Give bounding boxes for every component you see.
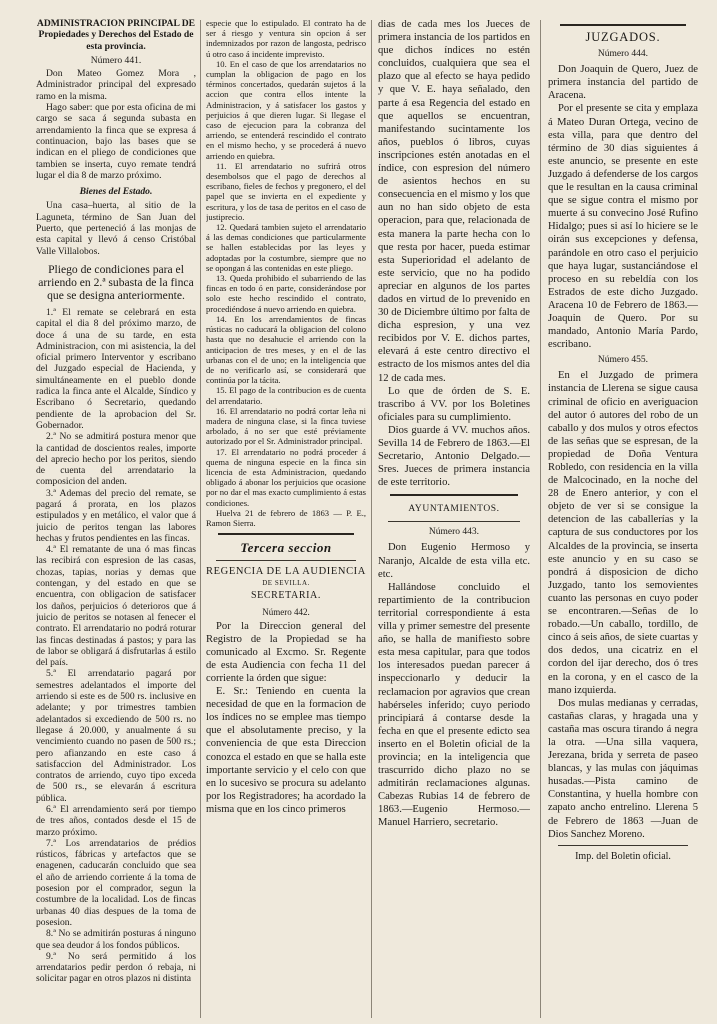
- paragraph: Don Joaquin de Quero, Juez de primera instancia del partido de Aracena.: [548, 64, 698, 102]
- column-separator: [540, 20, 541, 1018]
- paragraph: Don Eugenio Hermoso y Naranjo, Alcalde de esta villa etc. etc.: [378, 542, 530, 580]
- paragraph: Dios guarde á VV. muchos años. Sevilla 14 de Febrero de 1863.—El Secretario, Antonio Delgado.—Sres. Jueces de primera instancia de este territorio.: [378, 424, 530, 489]
- notice-number: Número 443.: [428, 527, 480, 538]
- condition: 4.ª El rematante de una ó mas fincas las recibirá con espresion de las casas, chozas, tapias, norias y demas que contengan, y del estado en que se encuentra, con obligacion de satisfacer los daños, perjuicios ó deterioros que á juicio de peritos se notasen al fenecer el contrato. El arrendatario no podrá roturar las fincas destinadas á pastos; y para las de labor se obligará á disfrutarlas á estilo del país.: [36, 544, 196, 669]
- column-2: [206, 18, 366, 1020]
- secretaria-heading: SECRETARIA.: [251, 590, 321, 602]
- paragraph: dias de cada mes los Jueces de primera instancia de los partidos en que dichos índices no estén concluidos, cualquiera que sea el plazo que al efecto se haya pedido y que V. E. haya señalado, den parte á esa Regencia del estado en que aquellos se encuentran, manifestando sucintamente los años, pueblos ó libros, cuyas inscripciones estén anotadas en el índice, con espresion del número de asientos hechos en su consecuencia en el mismo y los que aun no han sido objeto de esta operacion, para que, relacionada de esta manera la parte hecha con lo que resta por hacer, pueda estimar esta Superioridad el adelanto de este servicio, que no ha podido apreciar en algunos de los partes dados en virtud de lo prevenido en 30 de Diciembre último por falta de dicha espresion, y una vez recibidos por V. E. dichos partes, elevará á este centro directivo el estracto de los mismos antes del dia 12 de cada mes.: [378, 19, 530, 384]
- condition: 6.ª El arrendamiento será por tiempo de tres años, contados desde el 15 de marzo próximo.: [36, 804, 196, 838]
- ayuntamientos-heading: AYUNTAMIENTOS.: [408, 504, 500, 515]
- condition: 11. El arrendatario no sufrirá otros desembolsos que el pago de derechos al escribano, fieles de fechos y pregonero, el del papel que se invierta en el expediente y escritura, y los de tasa de peritos en el caso de justiprecio.: [206, 160, 366, 222]
- divider: [560, 24, 686, 26]
- condition: 2.ª No se admitirá postura menor que la cantidad de doscientos reales, importe del aprecio hecho por los peritos, siendo de cuenta del arrendatario la composicion del anden.: [36, 431, 196, 488]
- regencia-subheading: DE SEVILLA.: [262, 579, 310, 588]
- paragraph: E. Sr.: Teniendo en cuenta la necesidad de que en la formacion de los índices no se emplee mas tiempo que el absolutamente preciso, y la conveniencia de que esta Direccion conozca el estado en que se halla este importante servicio y el celo con que en lo sucesivo se procura su adelanto por los Registradores; ha acordado la misma que en los cinco primeros: [206, 686, 366, 815]
- regencia-heading: REGENCIA DE LA AUDIENCIA: [206, 566, 366, 578]
- condition: 16. El arrendatario no podrá cortar leña ni madera de ninguna clase, si la finca tuviese arbolado, á no ser que esté préviamente autorizado por el Sr. Administrador principal.: [206, 405, 366, 447]
- paragraph: Don Mateo Gomez Mora , Administrador principal del expresado ramo en la misma.: [36, 68, 196, 102]
- paragraph: Dos mulas medianas y cerradas, castañas claras, y hragada una y castaña mas oscura tirando á negra la otra. —Una silla vaquera, Jerezana, brida y serreta de paseo blancas, y las mulas con jáquimas husadas.—Pista camino de Constantina, y huella hombre con zapato ancho entrelino. Llerena 5 de Febrero de 1863 —Juan de Dios Sanchez Moreno.: [548, 697, 698, 840]
- column-3: [378, 18, 530, 1020]
- signature-date: Huelva 21 de febrero de 1863 — P. E., Ramon Sierra.: [206, 507, 366, 528]
- notice-number: Número 455.: [597, 355, 649, 366]
- imprenta-footer: Imp. del Boletin oficial.: [575, 850, 671, 862]
- divider: [558, 845, 688, 846]
- condition: 17. El arrendatario no podrá proceder á quema de ninguna especie en la finca sin licencia de esta Administracion, quedando obligado á abonar los perjuicios que ocasione por no dar el mas exacto cumplimiento á estas condiciones.: [206, 446, 366, 508]
- condition: 13. Queda prohibido el subarriendo de las fincas en todo ó en parte, considerándose por solo este hecho rescindido el contrato, procediéndose á nuevo arriendo en quiebra.: [206, 273, 366, 314]
- condition: 5.ª El arrendatario pagará por semestres adelantados el importe del arriendo si este es de 500 rs. inclusive en adelante; y por trimestres tambien adelantados si excediendo de 500 rs. no llegase á 20.000, y anualmente á su vencimiento cuando no pasen de 500 rs.; pero afianzando en este caso á satisfaccion del Administrador. Los contratos de arriendo, cuyo tipo exceda de 500 rs., se elevarán á escritura pública.: [36, 668, 196, 804]
- paragraph: Hallándose concluido el repartimiento de la contribucion territorial correspondiente á esta villa y primer semestre del presente año, se halla de manifiesto sobre esta mesa capitular, para que todos los interesados puedan parecer á inspeccionarlo y deducir la reclamacion por agravios que crean habérseles inferido; cuyo periodo principiará á contarse desde la fecha en que el presente edicto sea inserto en el Boletin oficial de la provincia; en la inteligencia que trascurrido dicho plazo no se admitirán reclamaciones algunas. Cabezas Rubias 14 de febrero de 1863.—Eugenio Hermoso.—Manuel Harriero, secretario.: [378, 581, 530, 829]
- juzgados-heading: JUZGADOS.: [585, 30, 661, 44]
- condition: 9.ª No será permitido á los arrendatarios pedir perdon ó rebaja, ni solicitar pagar en otros plazos ni distinta: [36, 950, 196, 985]
- pliego-heading: Pliego de condiciones para el arriendo en 2.ª subasta de la finca que se designa anteriormente.: [38, 262, 194, 302]
- column-separator: [200, 20, 201, 1018]
- paragraph: Por la Direccion general del Registro de la Propiedad se ha comunicado al Excmo. Sr. Regente de esta Audiencia con fecha 11 del corriente la órden que sigue:: [206, 620, 366, 684]
- condition: 7.ª Los arrendatarios de prédios rústicos, fábricas y artefactos que se enagenen, caducarán concluido que sea el año de arriendo corriente á la toma de posesion por el comprador, segun la costumbre de la localidad. Los de fincas urbanas 40 dias despues de la toma de posesion.: [36, 837, 196, 928]
- divider: [390, 494, 518, 496]
- paragraph: Una casa–huerta, al sitio de la Laguneta, término de San Juan del Puerto, que perteneció á las monjas de esta capital y llevó á censo Cristóbal Valle Villalobos.: [36, 200, 196, 257]
- bienes-heading: Bienes del Estado.: [79, 186, 153, 198]
- notice-number: Número 442.: [262, 607, 310, 618]
- paragraph: Por el presente se cita y emplaza á Mateo Duran Ortega, vecino de esta villa, para que dentro del término de 30 dias siguientes á este anuncio, se presente en este Juzgado á defenderse de los cargos que le resultan en la causa criminal que se sigue contra el mismo por muerte á su convecino José Rufino Hidalgo; pues si así lo hiciere se le oirán sus excepciones y defensa, parándole en otro caso el perjuicio que haya lugar, sustanciándose el proceso en su rebeldía con los Estrados de este dicho Juzgado. Aracena 10 de Febrero de 1863.—Joaquin de Quero. Por su mandado, Antonio María Pardo, escribano.: [548, 103, 698, 351]
- notice-number: Número 444.: [597, 49, 649, 60]
- section-title: Tercera seccion: [240, 540, 332, 556]
- condition: 3.ª Ademas del precio del remate, se pagará á prorata, en los plazos estipulados y en metálico, el valor que á juicio de peritos tengan las labores hechas y frutos pendientes en las fincas.: [36, 487, 196, 544]
- column-4: [548, 18, 698, 1020]
- divider: [216, 560, 356, 561]
- condition: 8.ª No se admitirán posturas á ninguno que sea deudor á los fondos públicos.: [36, 928, 196, 951]
- divider: [218, 533, 354, 535]
- administracion-heading: ADMINISTRACION PRINCIPAL DE Propiedades y Derechos del Estado de esta provincia.: [36, 18, 196, 52]
- condition: 14. En los arrendamientos de fincas rústicas no caducará la obligacion del colono hasta que no desahucie el arriendo con la anticipacion de tres meses, y en el de las urbanas con el de uno; en la inteligencia que de no verificarlo así, se considerará que continúa por la tácita.: [206, 313, 366, 386]
- divider: [388, 521, 520, 522]
- notice-number: Número 441.: [90, 54, 142, 66]
- condition: 1.ª El remate se celebrará en esta capital el dia 8 del próximo marzo, de doce á una de su tarde, en esta Administracion, con mi asistencia, la del oficial primero Interventor y escribano del Juzgado especial de Hacienda, y simultáneamente en el pueblo donde radica la finca ante el Alcalde, Síndico y Escribano ó Secretario, quedando pendiente de la aprobacion del Sr. Gobernador.: [36, 306, 196, 431]
- column-separator: [371, 20, 372, 1018]
- paragraph: Hago saber: que por esta oficina de mi cargo se saca á segunda subasta en arrendamiento la finca que se expresa á continuacion, bajo las bases que se indican en el pliego de condiciones que tambien se inserta, cuyo remate tendrá lugar el dia 8 de marzo próximo.: [36, 102, 196, 181]
- condition: especie que lo estipulado. El contrato ha de ser á riesgo y ventura sin opcion á ser indemnizados por razon de langosta, pedrisco ú otro caso á incidente imprevisto.: [206, 18, 366, 59]
- condition: 12. Quedará tambien sujeto el arrendatario á las demas condiciones que particularmente se hallen establecidas por las leyes y adoptadas por la costumbre, siempre que no se opongan á las contenidas en este pliego.: [206, 222, 366, 273]
- column-1: [36, 18, 196, 1020]
- condition: 15. El pago de la contribucion es de cuenta del arrendatario.: [206, 385, 366, 406]
- paragraph: En el Juzgado de primera instancia de Llerena se sigue causa criminal de oficio en averiguacion del autor ó autores del robo de un caballo y dos mulos y otros efectos de las señas que se espresan, de la propiedad de Doña Ventura Robledo, con residencia en la villa de Malcocinado, en la noche del 28 de Enero anterior, y con el objeto de ver si se consigue la detencion de las caballerías y la captura de sus conductores por los Alcaldes de la provincia, se inserta este anuncio y en su caso se pondrá á disposicion de dicho Juzgado, tanto los semovientes cuanto las personas en cuyo poder se encontraren.—Señas de lo robado.—Un caballo, tordillo, de cinco á seis años, de siete cuartas y dos dedos, una cicatriz en el cordon del ijar derecho, dos ó tres en la corona, y en el casco de la mano izquierda.: [548, 370, 698, 696]
- paragraph: Lo que de órden de S. E. trascribo á VV. por los Boletines oficiales para su cumplimiento.: [378, 385, 530, 423]
- condition: 10. En el caso de que los arrendatarios no cumplan la obligacion de pago en los términos concertados, quedarán sujetos á la accion que contra ellos intente la Administracion, y á satisfacer los gastos y perjuicios á que dieren lugar. Si llegase el caso de ejecucion para la cobranza del arriendo, se entenderá rescindido el contrato en el mismo hecho, y se procederá á nuevo arriendo en quiebra.: [206, 58, 366, 161]
